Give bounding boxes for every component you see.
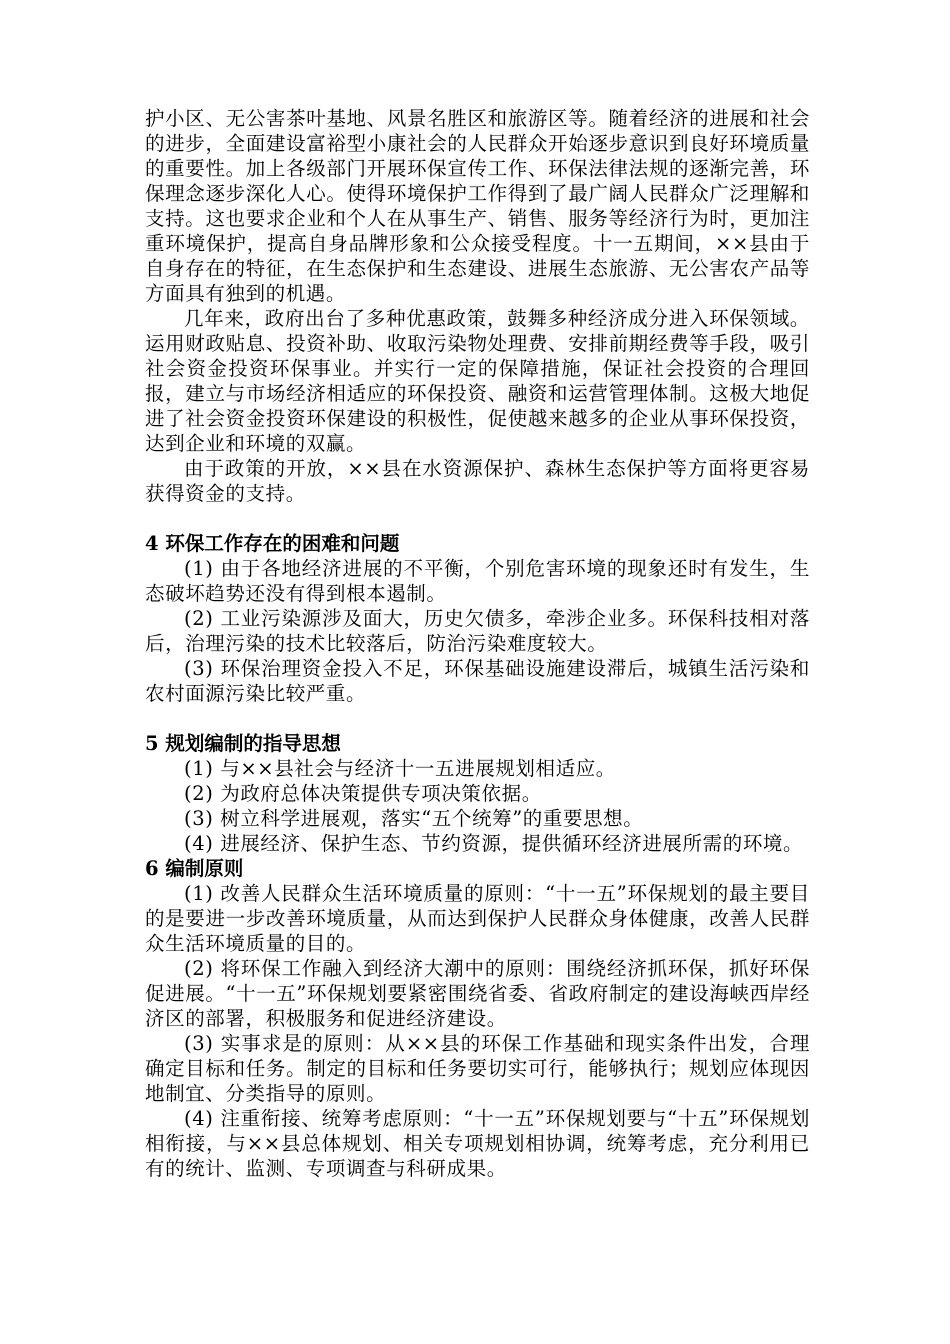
list-item: (2) 将环保工作融入到经济大潮中的原则：围绕经济抓环保，抓好环保促进展。“十一五”环保规划要紧密围绕省委、省政府制定的建设海峡西岸经济区的部署，积极服务和促进经济建设。 xyxy=(145,957,810,1030)
list-item: (1) 由于各地经济进展的不平衡，个别危害环境的现象还时有发生，生态破坏趋势还没有得到根本遏制。 xyxy=(145,557,810,605)
list-item: (2) 为政府总体决策提供专项决策依据。 xyxy=(184,782,542,805)
list-item: (3) 树立科学进展观，落实“五个统筹”的重要思想。 xyxy=(184,807,644,830)
section-heading: 5 规划编制的指导思想 xyxy=(145,732,341,755)
list-item: (3) 环保治理资金投入不足，环保基础设施建设滞后，城镇生活污染和农村面源污染比较严重。 xyxy=(145,657,810,705)
spacer xyxy=(145,706,810,731)
body-paragraph: 由于政策的开放，××县在水资源保护、森林生态保护等方面将更容易获得资金的支持。 xyxy=(145,457,810,505)
list-item: (1) 改善人民群众生活环境质量的原则：“十一五”环保规划的最主要目的是要进一步改善环境质量，从而达到保护人民群众身体健康，改善人民群众生活环境质量的目的。 xyxy=(145,882,810,955)
body-paragraph: 几年来，政府出台了多种优惠政策，鼓舞多种经济成分进入环保领域。运用财政贴息、投资补助、收取污染物处理费、安排前期经费等手段，吸引社会资金投资环保事业。并实行一定的保障措施，保证社会投资的合理回报，建立与市场经济相适应的环保投资、融资和运营管理体制。这极大地促进了社会资金投资环保建设的积极性，促使越来越多的企业从事环保投资，达到企业和环境的双赢。 xyxy=(145,307,810,455)
body-paragraph: 护小区、无公害茶叶基地、风景名胜区和旅游区等。随着经济的进展和社会的进步，全面建设富裕型小康社会的人民群众开始逐步意识到良好环境质量的重要性。加上各级部门开展环保宣传工作、环保法律法规的逐渐完善，环保理念逐步深化人心。使得环境保护工作得到了最广阔人民群众广泛理解和支持。这也要求企业和个人在从事生产、销售、服务等经济行为时，更加注重环境保护，提高自身品牌形象和公众接受程度。十一五期间，××县由于自身存在的特征，在生态保护和生态建设、进展生态旅游、无公害农产品等方面具有独到的机遇。 xyxy=(145,107,810,305)
section-heading: 6 编制原则 xyxy=(145,857,244,880)
section-heading: 4 环保工作存在的困难和问题 xyxy=(145,532,400,555)
spacer xyxy=(145,506,810,531)
list-item: (4) 进展经济、保护生态、节约资源，提供循环经济进展所需的环境。 xyxy=(184,832,804,855)
list-item: (2) 工业污染源涉及面大，历史欠债多，牵涉企业多。环保科技相对落后，治理污染的技术比较落后，防治污染难度较大。 xyxy=(145,607,810,655)
list-item: (1) 与××县社会与经济十一五进展规划相适应。 xyxy=(184,757,616,780)
list-item: (3) 实事求是的原则：从××县的环保工作基础和现实条件出发，合理确定目标和任务。制定的目标和任务要切实可行，能够执行；规划应体现因地制宜、分类指导的原则。 xyxy=(145,1032,810,1105)
list-item: (4) 注重衔接、统筹考虑原则：“十一五”环保规划要与“十五”环保规划相衔接，与××县总体规划、相关专项规划相协调，统筹考虑，充分利用已有的统计、监测、专项调查与科研成果。 xyxy=(145,1107,810,1180)
